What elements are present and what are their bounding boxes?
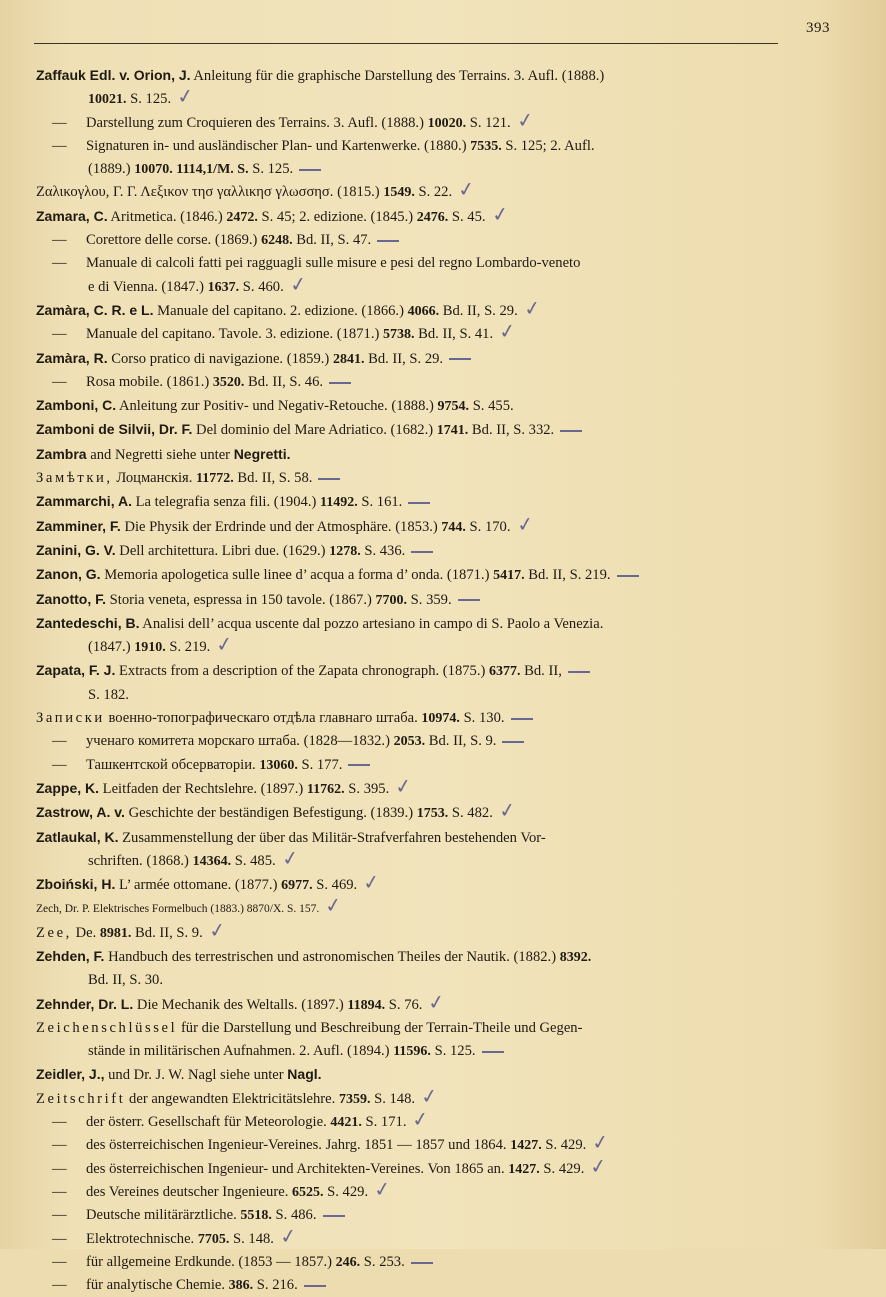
entry-text: Bd. II, S. 47.	[292, 232, 372, 249]
index-entry	[36, 707, 826, 730]
entry-author: Zammarchi, A.	[36, 493, 132, 510]
catalog-number: 2841.	[332, 351, 365, 367]
sub-entry	[36, 371, 826, 394]
entry-text: Darstellung zum Croquieren des Terrains. 3. Aufl. (1888.)	[86, 114, 428, 131]
entry-text: La telegrafia senza fili. (1904.)	[131, 494, 320, 511]
entry-text: des österreichischen Ingenieur-Vereines. Jahrg. 1851 — 1857 und 1864.	[86, 1137, 511, 1154]
ditto-dash: —	[52, 1277, 67, 1294]
entry-text: Bd. II, S. 332.	[468, 422, 555, 439]
index-entry	[36, 467, 826, 490]
entry-text: S. 161.	[357, 494, 403, 511]
handwritten-dash-icon	[482, 1051, 504, 1053]
entry-text: S. 485.	[231, 852, 276, 869]
index-entry	[36, 418, 826, 442]
entry-text: des österreichischen Ingenieur- und Architekten-Vereines. Von 1865 an.	[86, 1160, 509, 1177]
entry-text: Aritmetica. (1846.)	[107, 208, 227, 225]
entry-author: Zapata, F. J.	[36, 662, 116, 679]
sub-entry	[36, 1106, 826, 1134]
entry-author: Zamminer, F.	[36, 517, 121, 534]
sub-entry	[36, 754, 826, 777]
ditto-dash: —	[52, 114, 67, 131]
entry-author: Zehden, F.	[36, 947, 105, 964]
index-entry	[36, 176, 826, 204]
entry-text: e di Vienna. (1847.)	[88, 278, 208, 295]
index-entry	[36, 490, 826, 514]
sub-entry	[36, 318, 826, 346]
entry-author: Zamàra, R.	[36, 349, 108, 366]
handwritten-dash-icon	[411, 551, 433, 553]
ditto-dash: —	[52, 137, 67, 154]
handwritten-check-icon: ✓	[515, 106, 536, 133]
header-rule	[34, 43, 778, 44]
entry-text: S. 148.	[229, 1230, 274, 1247]
entry-text: S. 460.	[239, 278, 284, 295]
entry-continuation	[36, 631, 826, 659]
entry-text: S. 170.	[465, 518, 511, 535]
catalog-number: 9754.	[437, 399, 470, 415]
entry-text: S. 182.	[88, 686, 129, 703]
entry-text: S. 130.	[459, 710, 505, 727]
entry-text: S. 148.	[370, 1090, 416, 1107]
entry-text: Die Mechanik des Weltalls. (1897.)	[133, 996, 348, 1013]
catalog-number: 13060.	[259, 757, 298, 773]
handwritten-check-icon: ✓	[214, 631, 235, 658]
entry-author: Zeidler, J.,	[36, 1066, 105, 1083]
handwritten-dash-icon	[568, 671, 590, 673]
ditto-dash: —	[52, 373, 67, 390]
entry-author: Zboiński, H.	[36, 876, 116, 893]
sub-entry	[36, 252, 826, 275]
handwritten-dash-icon	[449, 358, 471, 360]
catalog-number: 3520.	[212, 374, 245, 390]
index-entry	[36, 659, 826, 683]
entry-text: S. 436.	[360, 542, 406, 559]
handwritten-check-icon: ✓	[278, 1222, 299, 1249]
catalog-number: 6525.	[292, 1184, 324, 1200]
entry-continuation	[36, 684, 826, 707]
entry-text: und Dr. J. W. Nagl siehe unter	[104, 1067, 288, 1084]
index-entry	[36, 916, 826, 945]
entry-author: Nagl.	[287, 1066, 322, 1083]
handwritten-check-icon: ✓	[280, 844, 301, 871]
entry-text: L’ armée ottomane. (1877.)	[115, 877, 282, 894]
handwritten-dash-icon	[323, 1215, 345, 1217]
handwritten-check-icon: ✓	[426, 988, 447, 1015]
entry-text: der angewandten Elektricitätslehre.	[125, 1090, 339, 1107]
entry-text: Zeichenschlüssel	[36, 1019, 178, 1036]
entry-text: Замѣтки,	[36, 470, 113, 487]
entry-text: Extracts from a description of the Zapata chronograph. (1875.)	[115, 663, 489, 680]
handwritten-dash-icon	[560, 430, 582, 432]
entry-text: (1889.)	[88, 161, 135, 178]
index-entry	[36, 588, 826, 612]
entry-text: Geschichte der beständigen Befestigung. (1839.)	[124, 805, 417, 822]
entry-text: S. 125.	[126, 91, 172, 108]
entry-text: S. 455.	[469, 398, 514, 415]
sub-entry	[36, 1222, 826, 1251]
sub-entry	[36, 1274, 826, 1297]
entry-text: Bd. II, S. 9.	[131, 924, 203, 941]
handwritten-dash-icon	[348, 764, 370, 766]
entry-text: Zech, Dr. P. Elektrisches Formelbuch (1883.) 8870/X. S. 157.	[36, 903, 320, 916]
ditto-dash: —	[52, 1253, 67, 1270]
entry-text: Bd. II, S. 41.	[414, 326, 494, 343]
entry-author: Zehnder, Dr. L.	[36, 995, 134, 1012]
entry-text: S. 429.	[541, 1137, 587, 1154]
entry-continuation	[36, 270, 826, 299]
entry-text: Manuale del capitano. Tavole. 3. edizione. (1871.)	[86, 326, 383, 343]
entry-text: Bd. II, S. 29.	[364, 350, 444, 367]
handwritten-check-icon: ✓	[497, 797, 518, 824]
ditto-dash: —	[52, 1183, 67, 1200]
entry-text: Corettore delle corse. (1869.)	[86, 232, 262, 249]
entry-continuation	[36, 844, 826, 873]
entry-text: S. 482.	[448, 805, 493, 822]
entry-text: S. 125.	[248, 161, 294, 178]
entry-author: Zamara, C.	[36, 207, 108, 224]
handwritten-dash-icon	[511, 718, 533, 720]
handwritten-check-icon: ✓	[175, 83, 196, 110]
index-entry	[36, 563, 826, 587]
entry-text: S. 121.	[466, 114, 511, 131]
entry-author: Zanon, G.	[36, 566, 101, 583]
entry-text: Anleitung für die graphische Darstellung des Terrains. 3. Aufl. (1888.)	[190, 68, 605, 84]
catalog-number: 1278.	[329, 543, 361, 559]
sub-entry	[36, 730, 826, 753]
handwritten-dash-icon	[408, 502, 430, 504]
entry-continuation	[36, 1040, 826, 1063]
handwritten-check-icon: ✓	[410, 1106, 431, 1133]
entry-text: S. 177.	[297, 756, 343, 773]
handwritten-check-icon: ✓	[497, 318, 518, 345]
entry-author: Zamboni de Silvii, Dr. F.	[36, 421, 193, 438]
entry-author: Zambra	[36, 445, 87, 462]
index-entry	[36, 826, 826, 850]
catalog-number: 386.	[228, 1278, 254, 1294]
catalog-number: 1741.	[436, 423, 469, 439]
entry-text: Die Physik der Erdrinde und der Atmosphäre. (1853.)	[120, 518, 442, 535]
entry-text: Rosa mobile. (1861.)	[86, 373, 213, 390]
entry-author: Zanini, G. V.	[36, 541, 116, 558]
entry-text: S. 359.	[407, 591, 452, 608]
handwritten-check-icon: ✓	[522, 294, 543, 322]
index-entry	[36, 1017, 826, 1040]
entry-text: für allgemeine Erdkunde. (1853 — 1857.)	[86, 1253, 336, 1270]
sub-entry	[36, 1204, 826, 1227]
catalog-number: 2053.	[393, 734, 426, 750]
catalog-number: 11772.	[196, 471, 234, 487]
sub-entry	[36, 229, 826, 252]
handwritten-check-icon: ✓	[372, 1175, 393, 1203]
entry-text: Leitfaden der Rechtslehre. (1897.)	[99, 780, 307, 797]
handwritten-check-icon: ✓	[207, 916, 228, 943]
entry-text: De.	[71, 924, 100, 941]
index-entry	[36, 772, 826, 801]
entry-text: военно-топографическаго отдѣла главнаго штаба.	[104, 710, 422, 727]
entry-text: Corso pratico di navigazione. (1859.)	[107, 350, 333, 367]
catalog-number: 5738.	[382, 327, 415, 343]
entry-text: Zee,	[36, 924, 72, 941]
catalog-number: 7700.	[375, 592, 408, 608]
index-entry	[36, 64, 826, 88]
entry-text: Deutsche militärärztliche.	[86, 1207, 241, 1224]
catalog-number: 7359.	[338, 1091, 371, 1107]
catalog-number: 1753.	[416, 806, 449, 822]
entry-text: S. 469.	[312, 877, 358, 894]
index-entry	[36, 892, 826, 921]
handwritten-check-icon: ✓	[393, 772, 414, 799]
entry-author: Zappe, K.	[36, 779, 100, 796]
entry-text: S. 486.	[271, 1207, 317, 1224]
ditto-dash: —	[52, 232, 67, 249]
entry-text: Anleitung zur Positiv- und Negativ-Retouche. (1888.)	[116, 398, 438, 415]
catalog-number: 10974.	[421, 711, 460, 727]
entry-continuation	[36, 969, 826, 992]
entry-text: für die Darstellung und Beschreibung der Terrain-Theile und Gegen-	[177, 1019, 583, 1036]
handwritten-dash-icon	[304, 1285, 326, 1287]
catalog-number: 7705.	[197, 1231, 230, 1247]
entry-text: Ζαλικογλου, Γ. Γ. Λεξικον τησ γαλλικησ γλωσσησ. (1815.)	[36, 184, 384, 201]
sub-entry	[36, 106, 826, 135]
index-entry	[36, 988, 826, 1017]
entry-text: Signaturen in- und ausländischer Plan- und Kartenwerke. (1880.)	[86, 137, 471, 154]
catalog-number: 10021.	[88, 92, 127, 108]
entry-text: Memoria apologetica sulle linee d’ acqua a forma d’ onda. (1871.)	[100, 567, 494, 584]
catalog-number: 5518.	[240, 1208, 272, 1224]
catalog-number: 744.	[441, 519, 466, 535]
entry-text: der österr. Gesellschaft für Meteorologie.	[86, 1114, 331, 1131]
entry-text: Manuale del capitano. 2. edizione. (1866.)	[153, 302, 408, 319]
catalog-number: 11762.	[306, 781, 345, 797]
ditto-dash: —	[52, 255, 67, 272]
entry-text: S. 45; 2. edizione. (1845.)	[257, 208, 417, 225]
entry-author: Zatlaukal, K.	[36, 828, 119, 845]
catalog-number: 14364.	[192, 853, 232, 869]
entry-author: Zantedeschi, B.	[36, 614, 140, 631]
index-entry	[36, 1082, 826, 1111]
index-entry	[36, 869, 826, 897]
entry-text: Bd. II, S. 219.	[524, 567, 611, 584]
handwritten-check-icon: ✓	[489, 200, 510, 227]
catalog-number: 6377.	[489, 664, 521, 680]
handwritten-dash-icon	[299, 169, 321, 171]
index-entry	[36, 294, 826, 323]
entry-text: S. 219.	[165, 639, 211, 656]
entry-text: Лоцманскія.	[112, 470, 197, 487]
handwritten-dash-icon	[502, 741, 524, 743]
entry-text: für analytische Chemie.	[86, 1277, 229, 1294]
entry-text: Elektrotechnische.	[86, 1230, 198, 1247]
entry-text: Bd. II, S. 29.	[439, 302, 518, 319]
entry-text: Zusammenstellung der über das Militär-Strafverfahren bestehenden Vor-	[118, 829, 546, 846]
catalog-number: 1637.	[207, 279, 240, 295]
catalog-number: 5417.	[493, 568, 525, 584]
index-entry	[36, 394, 826, 418]
handwritten-dash-icon	[458, 599, 480, 601]
page-number: 393	[806, 20, 830, 36]
entry-text: S. 125; 2. Aufl.	[501, 137, 595, 154]
entry-text: Bd. II, S. 58.	[233, 470, 313, 487]
sub-entry	[36, 1175, 826, 1204]
entry-text: Handbuch des terrestrischen und astronomischen Theiles der Nautik. (1882.)	[104, 948, 560, 965]
entry-author: Negretti.	[233, 445, 291, 462]
handwritten-check-icon: ✓	[288, 270, 309, 297]
catalog-number: 1427.	[510, 1138, 542, 1154]
catalog-number: 11492.	[319, 495, 358, 511]
handwritten-check-icon: ✓	[361, 869, 382, 896]
entry-text: Bd. II, S. 9.	[425, 733, 497, 750]
entry-text: Bd. II,	[520, 663, 562, 680]
entry-text: S. 76.	[385, 996, 423, 1013]
catalog-number: 2476.	[416, 209, 449, 225]
entry-text: S. 253.	[360, 1253, 405, 1270]
index-entry	[36, 539, 826, 563]
entry-text: S. 22.	[414, 184, 453, 201]
handwritten-check-icon: ✓	[514, 510, 535, 537]
entry-text: Bd. II, S. 30.	[88, 972, 163, 989]
entry-text: S. 429.	[539, 1160, 585, 1177]
catalog-number: 6977.	[281, 878, 313, 894]
entry-text: S. 395.	[344, 780, 390, 797]
catalog-number: 1910.	[134, 640, 166, 656]
sub-entry	[36, 135, 826, 158]
entry-text: des Vereines deutscher Ingenieure.	[86, 1183, 292, 1200]
handwritten-check-icon: ✓	[323, 892, 344, 919]
catalog-number: 6248.	[261, 233, 293, 249]
catalog-number: 11894.	[347, 997, 386, 1013]
entry-text: Zeitschrift	[36, 1090, 126, 1107]
index-entry	[36, 347, 826, 371]
handwritten-check-icon: ✓	[590, 1129, 611, 1156]
sub-entry	[36, 1251, 826, 1274]
catalog-number: 10020.	[427, 115, 467, 131]
index-entry	[36, 612, 826, 636]
catalog-number: 10070. 1114,1/M. S.	[134, 162, 249, 178]
entry-text: S. 171.	[361, 1114, 407, 1131]
entry-text: Del dominio del Mare Adriatico. (1682.)	[192, 422, 437, 439]
handwritten-dash-icon	[329, 382, 351, 384]
ditto-dash: —	[52, 1137, 67, 1154]
entry-text: Analisi dell’ acqua uscente dal pozzo artesiano in campo di S. Paolo a Venezia.	[139, 615, 604, 632]
index-entry	[36, 200, 826, 229]
entry-text: Dell architettura. Libri due. (1629.)	[115, 542, 330, 559]
handwritten-check-icon: ✓	[456, 176, 477, 203]
entry-text: Ташкентской обсерваторіи.	[86, 756, 260, 773]
catalog-number: 2472.	[226, 209, 258, 225]
catalog-number: 8981.	[99, 925, 132, 941]
entry-text: and Negretti siehe unter	[86, 446, 234, 463]
entry-text: schriften. (1868.)	[88, 852, 193, 869]
index-entry	[36, 797, 826, 825]
handwritten-dash-icon	[411, 1262, 433, 1264]
entry-author: Zamboni, C.	[36, 397, 117, 414]
catalog-number: 1549.	[383, 185, 415, 201]
ditto-dash: —	[52, 756, 67, 773]
handwritten-check-icon: ✓	[419, 1082, 440, 1109]
handwritten-dash-icon	[617, 575, 639, 577]
ditto-dash: —	[52, 733, 67, 750]
entry-text: stände in militärischen Aufnahmen. 2. Aufl. (1894.)	[88, 1043, 394, 1060]
ditto-dash: —	[52, 1160, 67, 1177]
sub-entry	[36, 1152, 826, 1181]
catalog-number: 4066.	[407, 303, 440, 319]
ditto-dash: —	[52, 1114, 67, 1131]
entry-continuation	[36, 158, 826, 181]
catalog-number: 4421.	[330, 1115, 362, 1131]
catalog-number: 246.	[335, 1254, 361, 1270]
entry-text: ученаго комитета морскаго штаба. (1828—1832.)	[86, 733, 394, 750]
entry-text: S. 125.	[430, 1043, 476, 1060]
entry-text: S. 45.	[448, 208, 486, 225]
handwritten-dash-icon	[318, 478, 340, 480]
entry-text: S. 429.	[323, 1183, 369, 1200]
handwritten-check-icon: ✓	[588, 1152, 609, 1179]
index-entry	[36, 443, 826, 467]
ditto-dash: —	[52, 1230, 67, 1247]
entry-text: Записки	[36, 710, 105, 727]
entry-text: Storia veneta, espressa in 150 tavole. (1867.)	[106, 591, 376, 608]
entry-author: Zanotto, F.	[36, 590, 106, 607]
catalog-number: 8392.	[559, 949, 592, 965]
entry-continuation	[36, 83, 826, 111]
catalog-number: 1427.	[508, 1161, 540, 1177]
entry-author: Zamàra, C. R. e L.	[36, 301, 154, 318]
catalog-number: 7535.	[470, 138, 502, 154]
index-entry	[36, 945, 826, 969]
entry-author: Zaffauk Edl. v. Orion, J.	[36, 67, 191, 83]
ditto-dash: —	[52, 1207, 67, 1224]
entry-text: Manuale di calcoli fatti pei ragguagli sulle misure e pesi del regno Lombardo-veneto	[86, 255, 581, 272]
ditto-dash: —	[52, 326, 67, 343]
entry-text: S. 216.	[253, 1277, 298, 1294]
catalog-number: 11596.	[393, 1044, 431, 1060]
sub-entry	[36, 1129, 826, 1157]
entry-text: (1847.)	[88, 639, 135, 656]
entry-author: Zastrow, A. v.	[36, 804, 125, 821]
index-entry	[36, 510, 826, 539]
entry-text: Bd. II, S. 46.	[244, 373, 324, 390]
index-entries	[36, 64, 826, 1297]
handwritten-dash-icon	[377, 240, 399, 242]
